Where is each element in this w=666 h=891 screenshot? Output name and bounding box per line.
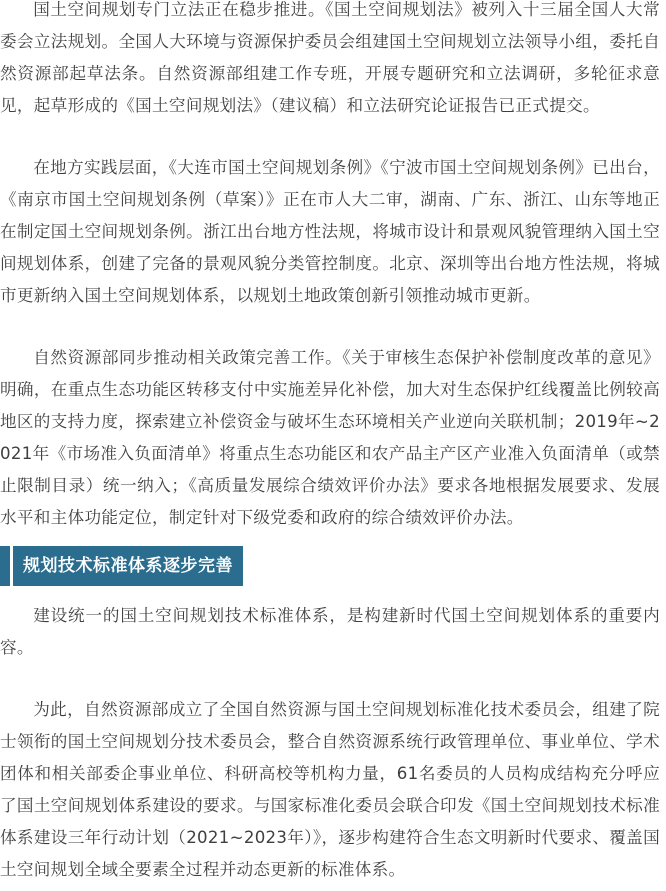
paragraph-spacer (0, 312, 666, 342)
paragraph-legislation: 国土空间规划专门立法正在稳步推进。《国土空间规划法》被列入十三届全国人大常委会立法规划。全国人大环境与资源保护委员会组建国土空间规划立法领导小组，委托自然资源部起草法条。自然资源部组建工作专班，开展专题研究和立法调研，多轮征求意见，起草形成的《国土空间规划法》（建议稿）和立法研究论证报告已正式提交。 (0, 0, 660, 115)
section-heading-accent-bar (0, 546, 10, 586)
paragraph-standards-intro: 建设统一的国土空间规划技术标准体系，是构建新时代国土空间规划体系的重要内容。 (0, 606, 660, 657)
paragraph-policy: 自然资源部同步推动相关政策完善工作。《关于审核生态保护补偿制度改革的意见》明确，在重点生态功能区转移支付中实施差异化补偿，加大对生态保护红线覆盖比例较高地区的支持力度，探索建立补偿资金与破坏生态环境相关产业逆向关联机制；2019年~2021年《市场准入负面清单》将重点生态功能区和农产品主产区产业准入负面清单（或禁止限制目录）统一纳入；《高质量发展综合绩效评价办法》要求各地根据发展要求、发展水平和主体功能定位，制定针对下级党委和政府的综合绩效评价办法。 (0, 348, 660, 527)
section-heading: 规划技术标准体系逐步完善 (10, 546, 243, 586)
section-heading-block (0, 542, 666, 590)
paragraph-spacer (0, 664, 666, 694)
paragraph-local-practice: 在地方实践层面，《大连市国土空间规划条例》《宁波市国土空间规划条例》已出台，《南京市国土空间规划条例（草案）》正在市人大二审，湖南、广东、浙江、山东等地正在制定国土空间规划条例。浙江出台地方性法规，将城市设计和景观风貌管理纳入国土空间规划体系，创建了完备的景观风貌分类管控制度。北京、深圳等出台地方性法规，将城市更新纳入国土空间规划体系，以规划土地政策创新引领推动城市更新。 (0, 158, 660, 305)
paragraph-spacer (0, 122, 666, 152)
paragraph-standards-committee: 为此，自然资源部成立了全国自然资源与国土空间规划标准化技术委员会，组建了院士领衔的国土空间规划分技术委员会，整合自然资源系统行政管理单位、事业单位、学术团体和相关部委企事业单位、科研高校等机构力量，61名委员的人员构成结构充分呼应了国土空间规划体系建设的要求。与国家标准化委员会联合印发《国土空间规划技术标准体系建设三年行动计划（2021~2023年）》，逐步构建符合生态文明新时代要求、覆盖国土空间规划全域全要素全过程并动态更新的标准体系。 (0, 700, 660, 879)
